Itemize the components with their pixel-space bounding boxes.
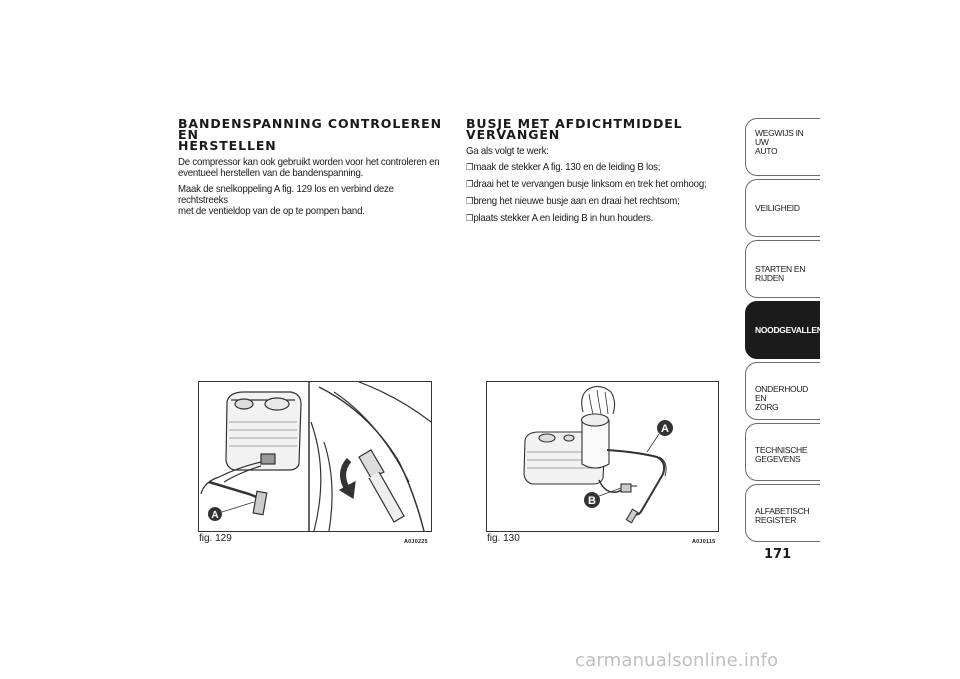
paragraph-compressor: De compressor kan ook gebruikt worden voor het controleren en eventueel herstellen van de bandenspanning. (178, 156, 440, 179)
checkbox-bullet-icon: ❒ (466, 213, 474, 223)
figure-130-caption: fig. 130 (487, 533, 520, 544)
section-heading-tire-pressure: BANDENSPANNING CONTROLEREN EN HERSTELLEN (178, 116, 442, 153)
figure-130-illustration (486, 381, 719, 532)
list-item: ❒plaats stekker A en leiding B in hun houders. (466, 212, 654, 224)
tab-technische-gegevens[interactable]: TECHNISCHE GEGEVENS (745, 423, 820, 481)
section-heading-replace-canister: BUSJE MET AFDICHTMIDDEL VERVANGEN (466, 116, 683, 142)
checkbox-bullet-icon: ❒ (466, 179, 474, 189)
paragraph-intro: Ga als volgt te werk: (466, 145, 549, 157)
callout-b-label: B (588, 495, 596, 507)
steps-list (466, 162, 726, 224)
compressor-valve-illustration (199, 382, 431, 531)
paragraph-quick-coupling: Maak de snelkoppeling A fig. 129 los en verbind deze rechtstreeks met de ventieldop van de op te pompen band. (178, 183, 394, 217)
figure-129-caption: fig. 129 (199, 533, 232, 544)
watermark-text: carmanualsonline.info (575, 650, 779, 671)
tab-onderhoud-en-zorg[interactable]: ONDERHOUD EN ZORG (745, 362, 820, 420)
list-item: ❒maak de stekker A fig. 130 en de leiding B los; (466, 161, 661, 173)
tab-wegwijs-in-uw-auto[interactable]: WEGWIJS IN UW AUTO (745, 118, 820, 176)
checkbox-bullet-icon: ❒ (466, 196, 474, 206)
tab-alfabetisch-register[interactable]: ALFABETISCH REGISTER (745, 484, 820, 542)
left-column (178, 118, 448, 222)
checkbox-bullet-icon: ❒ (466, 162, 474, 172)
list-item: ❒draai het te vervangen busje linksom en trek het omhoog; (466, 178, 707, 190)
tab-veiligheid[interactable]: VEILIGHEID (745, 179, 820, 237)
figure-129-illustration (198, 381, 432, 532)
callout-a-label: A (661, 423, 669, 435)
list-item: ❒breng het nieuwe busje aan en draai het rechtsom; (466, 195, 680, 207)
right-column (466, 118, 726, 230)
tab-starten-en-rijden[interactable]: STARTEN EN RIJDEN (745, 240, 820, 298)
page-number: 171 (764, 547, 792, 562)
figure-130-code: A0J0115 (692, 539, 716, 545)
canister-replacement-illustration (487, 382, 718, 531)
chapter-tabs (745, 118, 823, 545)
callout-a-label: A (211, 510, 219, 521)
tab-noodgevallen[interactable]: NOODGEVALLEN (745, 301, 820, 359)
figure-129-code: A0J0225 (404, 539, 428, 545)
